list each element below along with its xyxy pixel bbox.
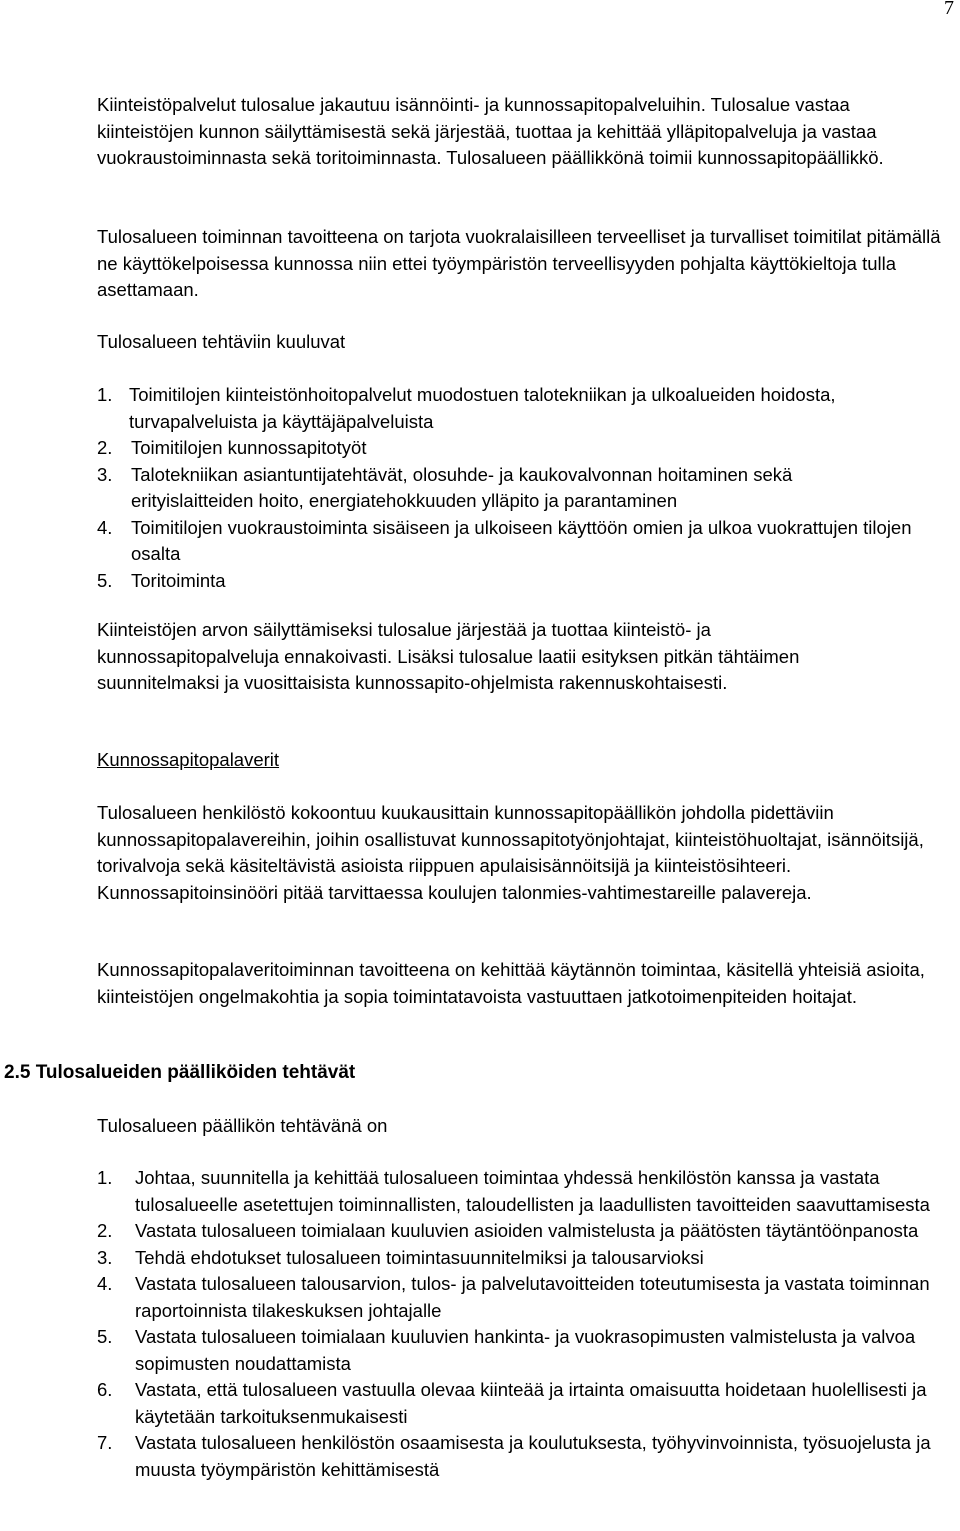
list-item-number: 1. <box>97 384 113 405</box>
list-item <box>97 462 917 515</box>
paragraph-meetings: Tulosalueen henkilöstö kokoontuu kuukausittain kunnossapitopäällikön johdolla pidettäviin kunnossapitopalavereihin, joihin osallistuvat kunnossapitotyönjohtajat, kiinteistöhuoltajat, isännöitsijä, torivalvoja sekä käsiteltävistä asioista riippuen apulaisisännöitsijä ja kiinteistösihteeri. Kunnossapitoinsinööri pitää tarvittaessa koulujen talonmies-vahtimestareille palavereja. <box>97 802 924 903</box>
list-item-number: 5. <box>97 569 113 591</box>
list-item <box>97 1377 933 1430</box>
paragraph-manager-tasks-intro: Tulosalueen päällikön tehtävänä on <box>97 1115 388 1136</box>
list-item <box>97 1430 933 1483</box>
list-item-number: 7. <box>97 1432 113 1453</box>
list-item <box>97 1165 933 1218</box>
list-item-number: 5. <box>97 1326 113 1347</box>
list-item <box>97 1218 933 1245</box>
list-item-text: Vastata tulosalueen toimialaan kuuluvien hankinta- ja vuokrasopimusten valmistelusta ja valvoa sopimusten noudattamista <box>135 1326 916 1374</box>
list-item-number: 4. <box>97 1273 113 1294</box>
list-item-text: Vastata tulosalueen henkilöstön osaamisesta ja koulutuksesta, työhyvinvoinnista, työsuojelusta ja muusta työympäristön kehittämisestä <box>135 1432 931 1480</box>
list-item-text: Vastata tulosalueen talousarvion, tulos- ja palvelutavoitteiden toteutumisesta ja vastata toiminnan raportoinnista tilakeskuksen johtajalle <box>135 1273 930 1321</box>
list-item <box>97 435 917 462</box>
list-item-number: 6. <box>97 1379 113 1400</box>
list-item <box>97 568 917 595</box>
list-item-text: Johtaa, suunnitella ja kehittää tulosalueen toimintaa yhdessä henkilöstön kanssa ja vastata tulosalueelle asetettujen toiminnallisten, taloudellisten ja laadullisten tavoitteiden saavuttamisesta <box>135 1167 930 1215</box>
paragraph-value-preservation: Kiinteistöjen arvon säilyttämiseksi tulosalue järjestää ja tuottaa kiinteistö- ja kunnossapitopalveluja ennakoivasti. Lisäksi tulosalue laatii esityksen pitkän tähtäimen suunnitelmaksi ja vuosittaisista kunnossapito-ohjelmista rakennuskohtaisesti. <box>97 619 800 693</box>
list-item-number: 1. <box>97 1167 113 1188</box>
paragraph-goal: Tulosalueen toiminnan tavoitteena on tarjota vuokralaisilleen terveelliset ja turvalliset toimitilat pitämällä ne käyttökelpoisessa kunnossa niin ettei työympäristön terveellisyyden pohjalta käyttökieltoja tulla asettamaan. <box>97 226 941 300</box>
manager-task-list <box>97 1165 933 1483</box>
section-heading: 2.5 Tulosalueiden päälliköiden tehtävät <box>4 1062 356 1083</box>
list-item <box>97 1324 933 1377</box>
list-item-number: 2. <box>97 1220 113 1241</box>
list-item-text: Vastata tulosalueen toimialaan kuuluvien asioiden valmistelusta ja päätösten täytäntöönpanosta <box>135 1220 919 1241</box>
list-item-text: Tehdä ehdotukset tulosalueen toimintasuunnitelmiksi ja talousarvioksi <box>135 1246 704 1268</box>
list-item-text: Toimitilojen vuokraustoiminta sisäiseen ja ulkoiseen käyttöön omien ja ulkoa vuokrattujen tilojen osalta <box>131 516 912 564</box>
list-item-number: 4. <box>97 516 113 538</box>
list-item-number: 2. <box>97 437 113 458</box>
list-item <box>97 515 917 568</box>
task-list <box>97 382 917 594</box>
list-item-text: Toritoiminta <box>131 569 226 591</box>
list-item <box>97 382 917 435</box>
list-item-number: 3. <box>97 1246 113 1268</box>
list-item-text: Talotekniikan asiantuntijatehtävät, olosuhde- ja kaukovalvonnan hoitaminen sekä erityislaitteiden hoito, energiatehokkuuden ylläpito ja parantaminen <box>131 463 793 511</box>
paragraph-tasks-intro: Tulosalueen tehtäviin kuuluvat <box>97 331 346 352</box>
list-item-text: Toimitilojen kunnossapitotyöt <box>131 437 367 458</box>
list-item-number: 3. <box>97 463 113 485</box>
paragraph-intro: Kiinteistöpalvelut tulosalue jakautuu isännöinti- ja kunnossapitopalveluihin. Tulosalue vastaa kiinteistöjen kunnon säilyttämisestä sekä järjestää, tuottaa ja kehittää ylläpitopalveluja ja vastaa vuokraustoiminnasta sekä toritoiminnasta. Tulosalueen päällikkönä toimii kunnossapitopäällikkö. <box>97 94 884 168</box>
page-number: 7 <box>944 0 954 19</box>
list-item <box>97 1271 933 1324</box>
list-item-text: Toimitilojen kiinteistönhoitopalvelut muodostuen talotekniikan ja ulkoalueiden hoidosta, turvapalveluista ja käyttäjäpalveluista <box>129 384 836 432</box>
subheading-maintenance-meetings: Kunnossapitopalaverit <box>97 749 280 770</box>
list-item <box>97 1245 933 1272</box>
list-item-text: Vastata, että tulosalueen vastuulla olevaa kiinteää ja irtainta omaisuutta hoidetaan huolellisesti ja käytetään tarkoituksenmukaisesti <box>135 1379 927 1427</box>
paragraph-meetings-goal: Kunnossapitopalaveritoiminnan tavoitteena on kehittää käytännön toimintaa, käsitellä yhteisiä asioita, kiinteistöjen ongelmakohtia ja sopia toimintatavoista vastuuttaen jatkotoimenpiteiden hoitajat. <box>97 959 925 1007</box>
